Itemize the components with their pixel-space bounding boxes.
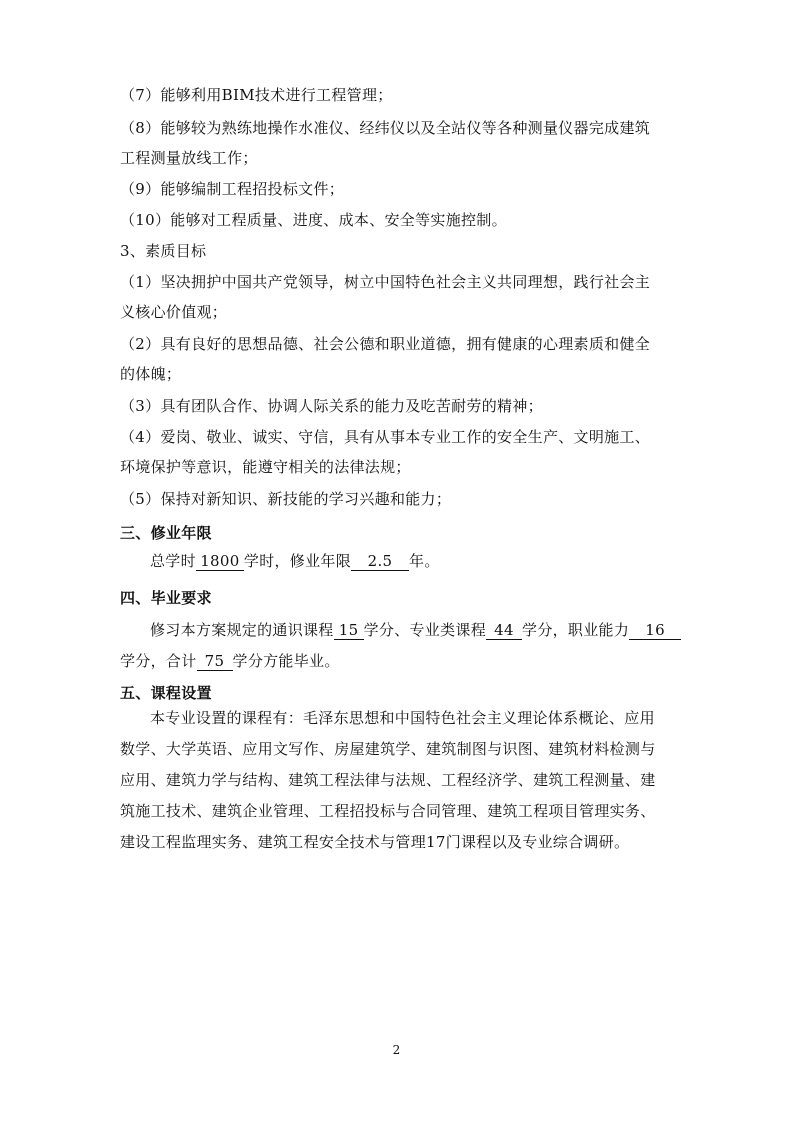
courses-line-1: 本专业设置的课程有：毛泽东思想和中国特色社会主义理论体系概论、应用 (150, 709, 655, 727)
graduation-text-3: 学分，职业能力 (522, 621, 630, 639)
skill-item-7: （7）能够利用BIM技术进行工程管理； (120, 86, 393, 104)
graduation-text-5: 学分方能毕业。 (232, 652, 340, 670)
quality-item-4-line2: 环境保护等意识，能遵守相关的法律法规； (120, 458, 411, 476)
duration-prefix: 总学时 (150, 552, 196, 570)
duration-middle: 学时，修业年限 (243, 552, 352, 570)
graduation-line-2 (120, 650, 340, 671)
section-heading-duration: 三、修业年限 (120, 524, 212, 542)
graduation-text-2: 学分、专业类课程 (363, 621, 487, 639)
years-value: 2.5 (351, 553, 409, 571)
graduation-text-4: 学分，合计 (120, 652, 197, 670)
courses-line-3: 应用、建筑力学与结构、建筑工程法律与法规、工程经济学、建筑工程测量、建 (120, 771, 656, 789)
quality-item-1-line1: （1）坚决拥护中国共产党领导，树立中国特色社会主义共同理想，践行社会主 (120, 273, 651, 291)
quality-item-3: （3）具有团队合作、协调人际关系的能力及吃苦耐劳的精神； (120, 397, 543, 415)
graduation-text-1: 修习本方案规定的通识课程 (150, 621, 334, 639)
skill-item-8-line2: 工程测量放线工作； (120, 149, 258, 167)
quality-item-2-line2: 的体魄； (120, 365, 182, 383)
courses-line-4: 筑施工技术、建筑企业管理、工程招投标与合同管理、建筑工程项目管理实务、 (120, 802, 656, 820)
graduation-line-1 (150, 619, 681, 640)
section-heading-graduation: 四、毕业要求 (120, 589, 212, 607)
quality-item-4-line1: （4）爱岗、敬业、诚实、守信，具有从事本专业工作的安全生产、文明施工、 (120, 428, 651, 446)
skill-item-8-line1: （8）能够较为熟练地操作水准仪、经纬仪以及全站仪等各种测量仪器完成建筑 (120, 119, 651, 137)
page-number: 2 (392, 1043, 401, 1057)
major-credits-value: 44 (486, 622, 522, 640)
courses-line-2: 数学、大学英语、应用文写作、房屋建筑学、建筑制图与识图、建筑材料检测与 (120, 740, 656, 758)
courses-line-5: 建设工程监理实务、建筑工程安全技术与管理17门课程以及专业综合调研。 (120, 833, 630, 851)
duration-suffix: 年。 (409, 552, 440, 570)
total-hours-value: 1800 (196, 553, 244, 571)
duration-line (150, 550, 440, 571)
general-credits-value: 15 (334, 622, 364, 640)
section-heading-courses: 五、课程设置 (120, 684, 212, 702)
quality-item-2-line1: （2）具有良好的思想品德、社会公德和职业道德，拥有健康的心理素质和健全 (120, 335, 651, 353)
ability-credits-value: 16 (629, 622, 681, 640)
quality-goals-title: 3、素质目标 (120, 242, 207, 260)
quality-item-5: （5）保持对新知识、新技能的学习兴趣和能力； (120, 490, 452, 508)
skill-item-9: （9）能够编制工程招投标文件； (120, 180, 345, 198)
quality-item-1-line2: 义核心价值观； (120, 303, 228, 321)
skill-item-10: （10）能够对工程质量、进度、成本、安全等实施控制。 (120, 211, 507, 229)
total-credits-value: 75 (197, 653, 233, 671)
